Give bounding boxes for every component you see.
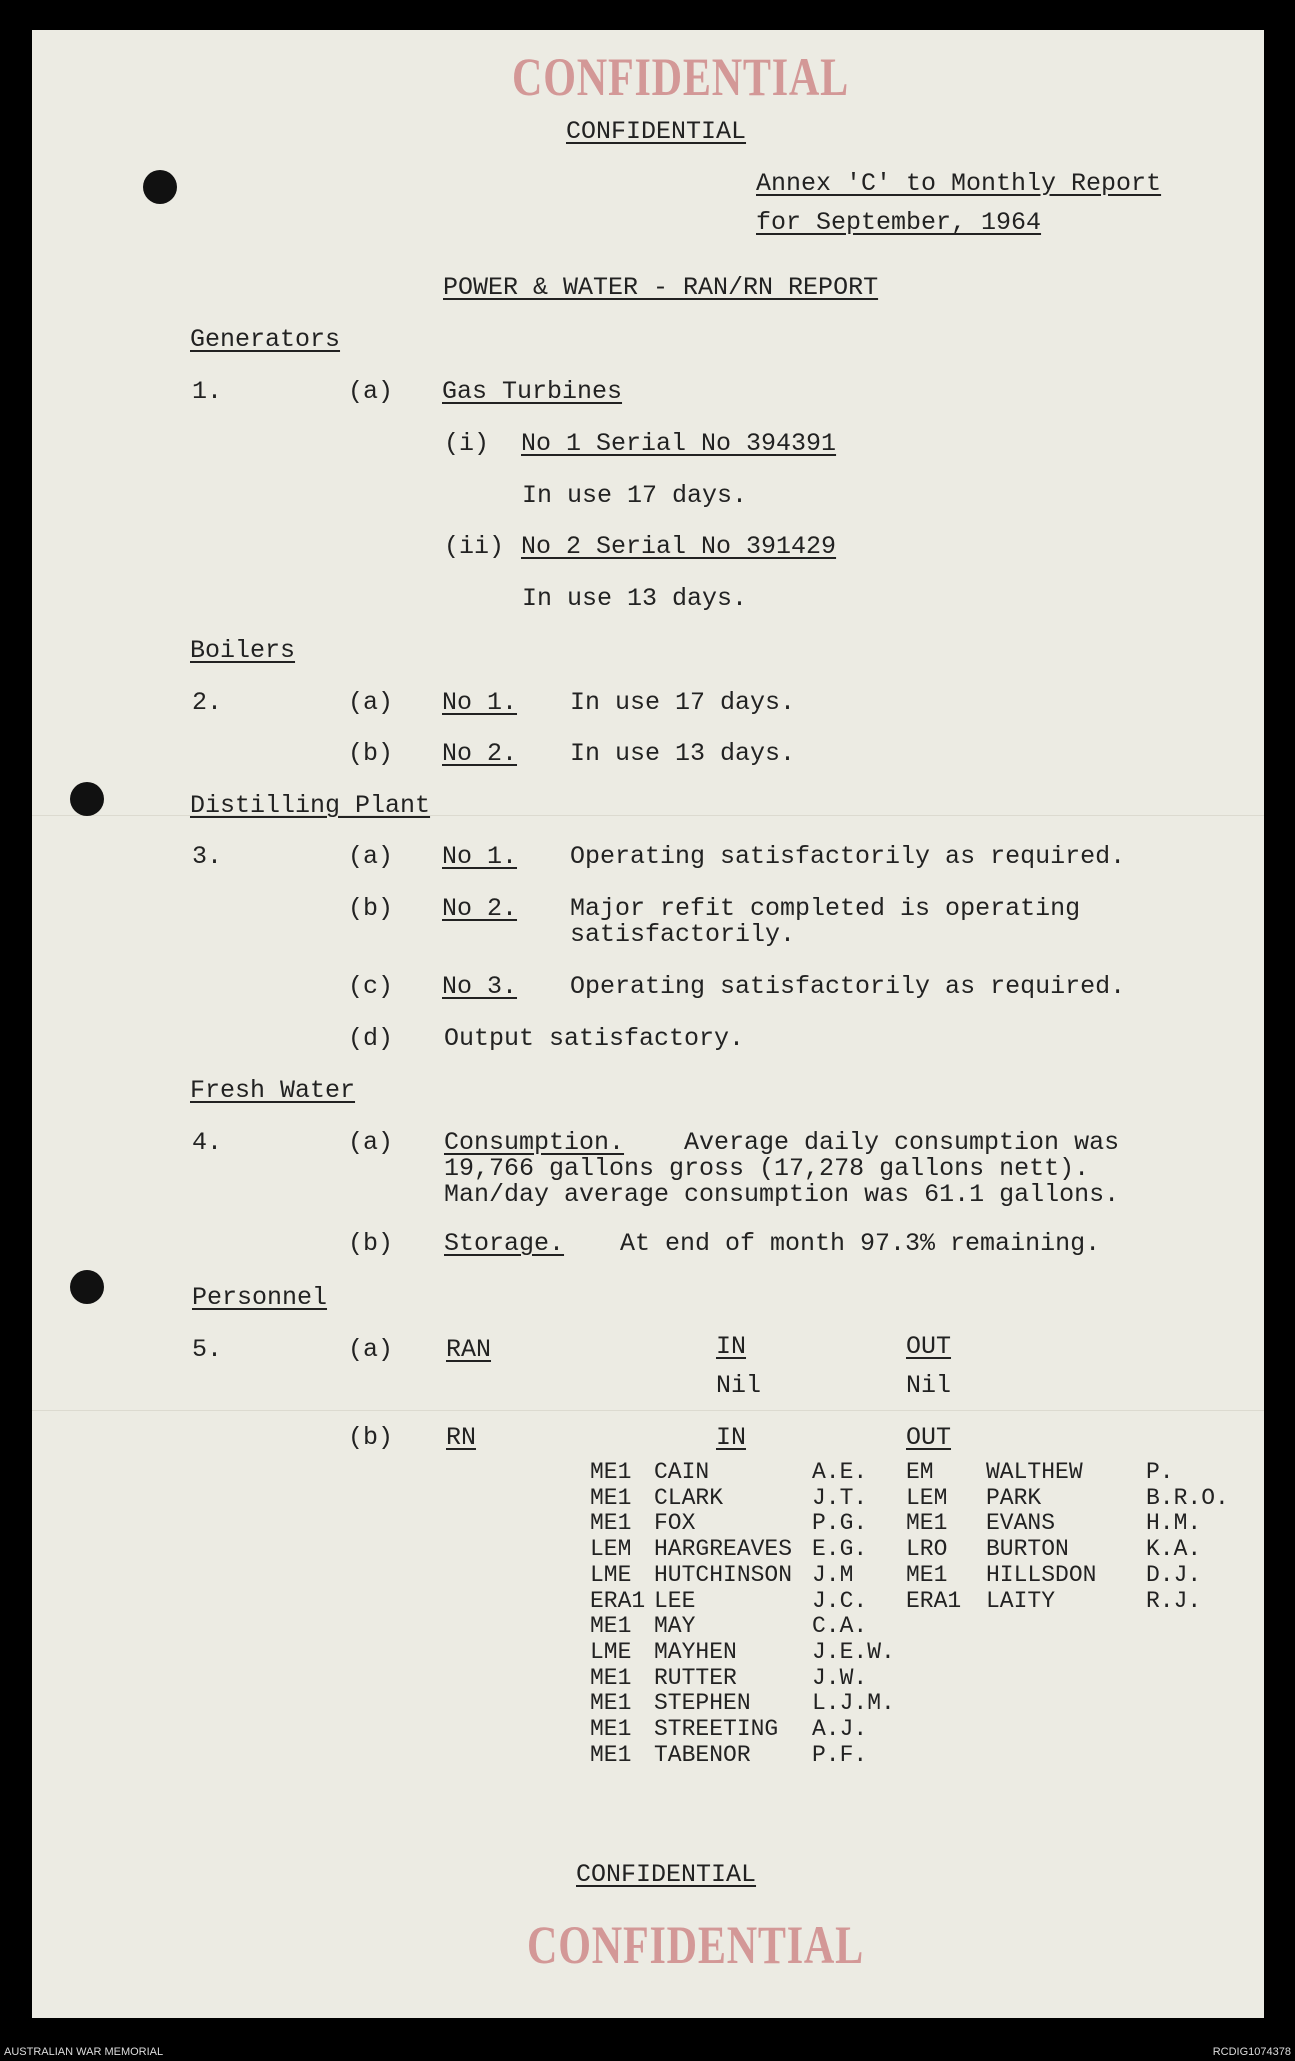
fold-line (32, 1410, 1264, 1411)
rn-in-initials: J.E.W. (812, 1638, 895, 1665)
confidential-stamp-bottom: CONFIDENTIAL (527, 1915, 865, 1975)
distiller-1-label: No 1. (442, 842, 518, 871)
section-heading-fresh-water: Fresh Water (190, 1076, 356, 1105)
consumption-text-line-2: 19,766 gallons gross (17,278 gallons nett). (444, 1154, 1090, 1183)
ran-out-value: Nil (906, 1371, 952, 1400)
rn-out-initials: H.M. (1146, 1510, 1202, 1537)
rn-out-rate: ERA1 (906, 1587, 962, 1614)
rn-in-name: HARGREAVES (654, 1536, 793, 1563)
rn-in-initials: P.G. (812, 1510, 868, 1537)
rn-out-initials: K.A. (1146, 1536, 1202, 1563)
rn-in-initials: P.F. (812, 1741, 868, 1768)
rn-in-name: HUTCHINSON (654, 1561, 793, 1588)
rn-in-name: TABENOR (654, 1741, 751, 1768)
distiller-output: Output satisfactory. (444, 1024, 745, 1053)
rn-in-rate: LME (590, 1561, 632, 1588)
rn-label: RN (446, 1423, 477, 1452)
rn-in-initials: J.C. (812, 1587, 868, 1614)
rn-in-rate: LEM (590, 1536, 632, 1563)
ran-out-header: OUT (906, 1332, 952, 1361)
classification-header: CONFIDENTIAL (566, 117, 747, 146)
consumption-text-line-3: Man/day average consumption was 61.1 gallons. (444, 1180, 1120, 1209)
rn-in-name: LEE (654, 1587, 696, 1614)
rn-in-name: STREETING (654, 1716, 779, 1742)
rn-in-initials: J.M (812, 1561, 854, 1588)
rn-in-rate: ME1 (590, 1484, 632, 1511)
item-letter: (a) (348, 842, 394, 871)
classification-footer: CONFIDENTIAL (576, 1860, 757, 1889)
rn-in-initials: J.W. (812, 1664, 868, 1691)
rn-in-initials: A.J. (812, 1716, 868, 1742)
rn-in-rate: ME1 (590, 1690, 632, 1717)
rn-out-name: BURTON (986, 1536, 1069, 1563)
item-number: 2. (192, 688, 223, 717)
item-number: 3. (192, 842, 223, 871)
rn-in-name: MAYHEN (654, 1638, 737, 1665)
rn-in-initials: A.E. (812, 1459, 868, 1485)
rn-out-initials: D.J. (1146, 1561, 1202, 1588)
rn-in-rate: ME1 (590, 1613, 632, 1640)
item-letter: (b) (348, 894, 394, 923)
distiller-3-status: Operating satisfactorily as required. (570, 972, 1126, 1001)
rn-in-initials: E.G. (812, 1536, 868, 1563)
rn-in-rate: ME1 (590, 1716, 632, 1742)
rn-in-name: FOX (654, 1510, 696, 1537)
rn-in-rate: ME1 (590, 1741, 632, 1768)
storage-text: At end of month 97.3% remaining. (620, 1229, 1101, 1258)
rn-in-name: CLARK (654, 1484, 724, 1511)
rn-out-initials: R.J. (1146, 1587, 1202, 1614)
item-number: 5. (192, 1335, 223, 1364)
item-letter: (a) (348, 377, 394, 406)
consumption-text-line-1: Average daily consumption was (684, 1128, 1120, 1157)
distiller-3-label: No 3. (442, 972, 518, 1001)
confidential-stamp-top: CONFIDENTIAL (512, 47, 850, 107)
annex-line-1: Annex 'C' to Monthly Report (756, 169, 1162, 198)
rn-in-rate: ME1 (590, 1459, 632, 1485)
rn-out-name: PARK (986, 1484, 1042, 1511)
item-letter: (c) (348, 972, 394, 1001)
rn-in-name: RUTTER (654, 1664, 737, 1691)
item-letter: (a) (348, 1335, 394, 1364)
rn-in-name: STEPHEN (654, 1690, 751, 1717)
rn-in-rate: ME1 (590, 1510, 632, 1537)
rn-out-rate: LRO (906, 1536, 948, 1563)
item-letter: (d) (348, 1024, 394, 1053)
distiller-2-status-line-2: satisfactorily. (570, 920, 796, 949)
rn-out-rate: ME1 (906, 1510, 948, 1537)
rn-out-header: OUT (906, 1423, 952, 1452)
rn-out-name: EVANS (986, 1510, 1056, 1537)
rn-out-rate: EM (906, 1459, 934, 1485)
rn-in-rate: LME (590, 1638, 632, 1665)
rn-out-rate: ME1 (906, 1561, 948, 1588)
rn-in-header: IN (716, 1423, 747, 1452)
distiller-2-label: No 2. (442, 894, 518, 923)
boiler-1-usage: In use 17 days. (570, 688, 796, 717)
rn-in-rate: ME1 (590, 1664, 632, 1691)
ran-in-header: IN (716, 1332, 747, 1361)
rn-in-initials: L.J.M. (812, 1690, 895, 1717)
item-letter: (b) (348, 739, 394, 768)
report-title: POWER & WATER - RAN/RN REPORT (443, 273, 879, 302)
sub-item-label: (ii) (444, 532, 505, 561)
rn-in-rate: ERA1 (590, 1587, 646, 1614)
turbine-1-usage: In use 17 days. (522, 481, 748, 510)
rn-out-name: WALTHEW (986, 1459, 1083, 1485)
section-heading-personnel: Personnel (192, 1283, 328, 1312)
boiler-2-label: No 2. (442, 739, 518, 768)
rn-out-name: LAITY (986, 1587, 1056, 1614)
distiller-1-status: Operating satisfactorily as required. (570, 842, 1126, 871)
item-letter: (b) (348, 1423, 394, 1452)
gas-turbines-label: Gas Turbines (442, 377, 623, 406)
rn-in-name: CAIN (654, 1459, 710, 1485)
rn-out-initials: P. (1146, 1459, 1174, 1485)
item-letter: (a) (348, 1128, 394, 1157)
rn-in-initials: C.A. (812, 1613, 868, 1640)
rn-in-initials: J.T. (812, 1484, 868, 1511)
rn-in-name: MAY (654, 1613, 696, 1640)
item-letter: (b) (348, 1229, 394, 1258)
rn-out-name: HILLSDON (986, 1561, 1097, 1588)
boiler-2-usage: In use 13 days. (570, 739, 796, 768)
rn-out-rate: LEM (906, 1484, 948, 1511)
archive-credit: AUSTRALIAN WAR MEMORIAL (4, 2046, 164, 2058)
archive-id: RCDIG1074378 (1212, 2046, 1291, 2058)
storage-label: Storage. (444, 1229, 565, 1258)
item-number: 4. (192, 1128, 223, 1157)
annex-line-2: for September, 1964 (756, 208, 1042, 237)
turbine-2-usage: In use 13 days. (522, 584, 748, 613)
ran-label: RAN (446, 1335, 492, 1364)
distiller-2-status-line-1: Major refit completed is operating (570, 894, 1081, 923)
section-heading-boilers: Boilers (190, 636, 296, 665)
punch-hole-icon (143, 170, 177, 204)
turbine-2-serial: No 2 Serial No 391429 (521, 532, 837, 561)
item-letter: (a) (348, 688, 394, 717)
boiler-1-label: No 1. (442, 688, 518, 717)
item-number: 1. (192, 377, 223, 406)
consumption-label: Consumption. (444, 1128, 625, 1157)
rn-out-initials: B.R.O. (1146, 1484, 1229, 1511)
ran-in-value: Nil (716, 1371, 762, 1400)
punch-hole-icon (70, 782, 104, 816)
section-heading-generators: Generators (190, 325, 341, 354)
punch-hole-icon (70, 1270, 104, 1304)
section-heading-distilling-plant: Distilling Plant (190, 791, 431, 820)
sub-item-label: (i) (444, 429, 490, 458)
turbine-1-serial: No 1 Serial No 394391 (521, 429, 837, 458)
